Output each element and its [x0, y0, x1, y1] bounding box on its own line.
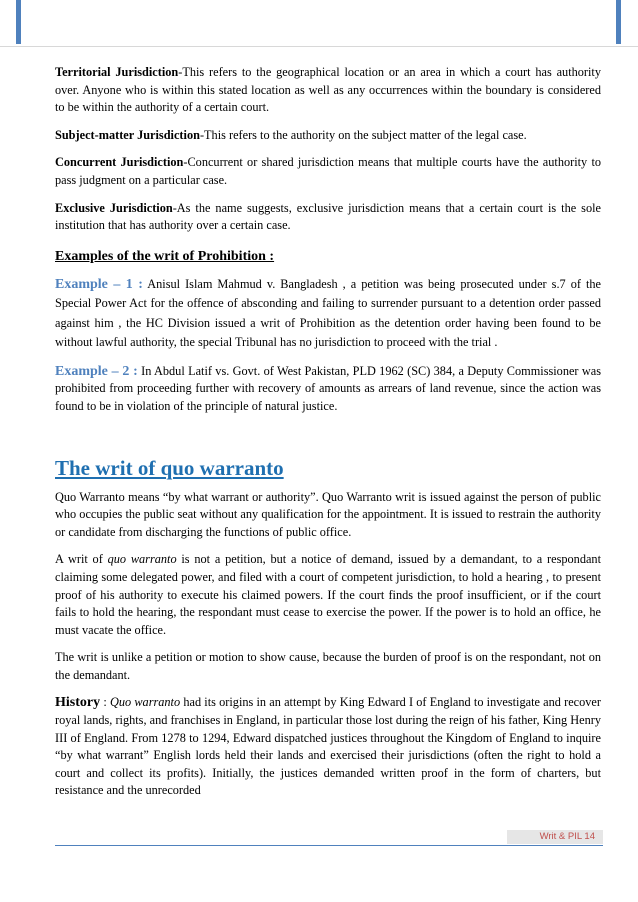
text-run: :	[100, 695, 110, 710]
definition-concurrent	[55, 154, 601, 189]
paragraph-definition: Quo Warranto means “by what warrant or authority”. Quo Warranto writ is issued against the person of public who occupies the public seat without any qualification for the appointment. It is issued to restrain the authority or candidate from discharging the functions of public office.	[55, 489, 601, 539]
example-label: Example – 2 :	[55, 363, 138, 379]
page-footer	[507, 830, 603, 844]
definition-text: -This refers to the geographical location or an area in which a court has authority over. Anyone who is within this stated location as well as any occurrences within the boundary is considered to be within the authority of a certain court.	[55, 65, 601, 115]
definition-term: Territorial Jurisdiction	[55, 65, 179, 79]
document-body	[55, 64, 601, 810]
paragraph-burden: The writ is unlike a petition or motion to show cause, because the burden of proof is on the respondant, not on the demandant.	[55, 650, 601, 682]
text-run: is not a petition, but a notice of demand, issued by a demandant, to a respondant claiming some delegated power, and filed with a court of competent jurisdiction, to hold a hearing , to present proof of his authority to execute his claimed powers. If the court finds the proof insufficient, or if the court fails to hold the hearing, the respondant must cease to exercise the power. If the power is to hold an office, he must vacate the office.	[55, 552, 601, 637]
definition-territorial	[55, 64, 601, 117]
example-label: Example – 1 :	[55, 276, 143, 292]
italic-term: Quo warranto	[109, 695, 181, 710]
history-label: History	[55, 695, 101, 711]
definition-text: -As the name suggests, exclusive jurisdiction means that a certain court is the sole institution that has authority over a certain case.	[55, 200, 601, 233]
definition-term: Subject-matter Jurisdiction	[55, 127, 200, 142]
definition-term: Exclusive Jurisdiction	[55, 200, 173, 215]
paragraph-writ	[55, 551, 601, 639]
examples-heading: Examples of the writ of Prohibition :	[55, 248, 275, 264]
example-text: Anisul Islam Mahmud v. Bangladesh , a petition was being prosecuted under s.7 of the Special Power Act for the offence of absconding and failing to surrender pursuant to a detention order passed against him , the HC Division issued a writ of Prohibition as the detention order having been found to be without lawful authority, the special Tribunal has no jurisdiction to proceed with the trial .	[55, 276, 601, 350]
header-right-bar	[616, 0, 621, 44]
footer-rule	[55, 845, 603, 846]
paragraph-history	[55, 694, 601, 800]
section-title: The writ of quo warranto	[55, 455, 284, 480]
definition-term: Concurrent Jurisdiction	[55, 155, 184, 170]
footer-page-label: Writ & PIL 14	[539, 831, 595, 842]
italic-term: quo warranto	[107, 552, 177, 567]
text-run: had its origins in an attempt by King Edward I of England to investigate and recover royal lands, rights, and franchises in England, in particular those lost during the reign of his father, King Henry III of England. From 1278 to 1294, Edward dispatched justices throughout the Kingdom of England to inquire “by what warrant” English lords held their lands and exercised their jurisdictions (often the right to hold a court and collect its profits). Initially, the justices demanded written proof in the form of charters, but resistance and the unrecorded	[55, 695, 601, 798]
example-text: In Abdul Latif vs. Govt. of West Pakistan, PLD 1962 (SC) 384, a Deputy Commissioner was prohibited from proceeding further with recovery of amounts as arrears of land revenue, since the action was found to be in violation of the principle of natural justice.	[55, 363, 601, 413]
example-1	[55, 275, 601, 353]
text-run: A writ of	[55, 552, 108, 567]
definition-exclusive	[55, 200, 601, 235]
page-header-frame	[0, 0, 638, 48]
header-left-bar	[16, 0, 21, 44]
definition-text: -Concurrent or shared jurisdiction means that multiple courts have the authority to pass judgment on a particular case.	[55, 155, 602, 187]
example-2	[55, 363, 601, 416]
definition-subject-matter	[55, 127, 601, 145]
definition-text: -This refers to the authority on the subject matter of the legal case.	[199, 127, 527, 142]
header-rule	[0, 46, 638, 47]
